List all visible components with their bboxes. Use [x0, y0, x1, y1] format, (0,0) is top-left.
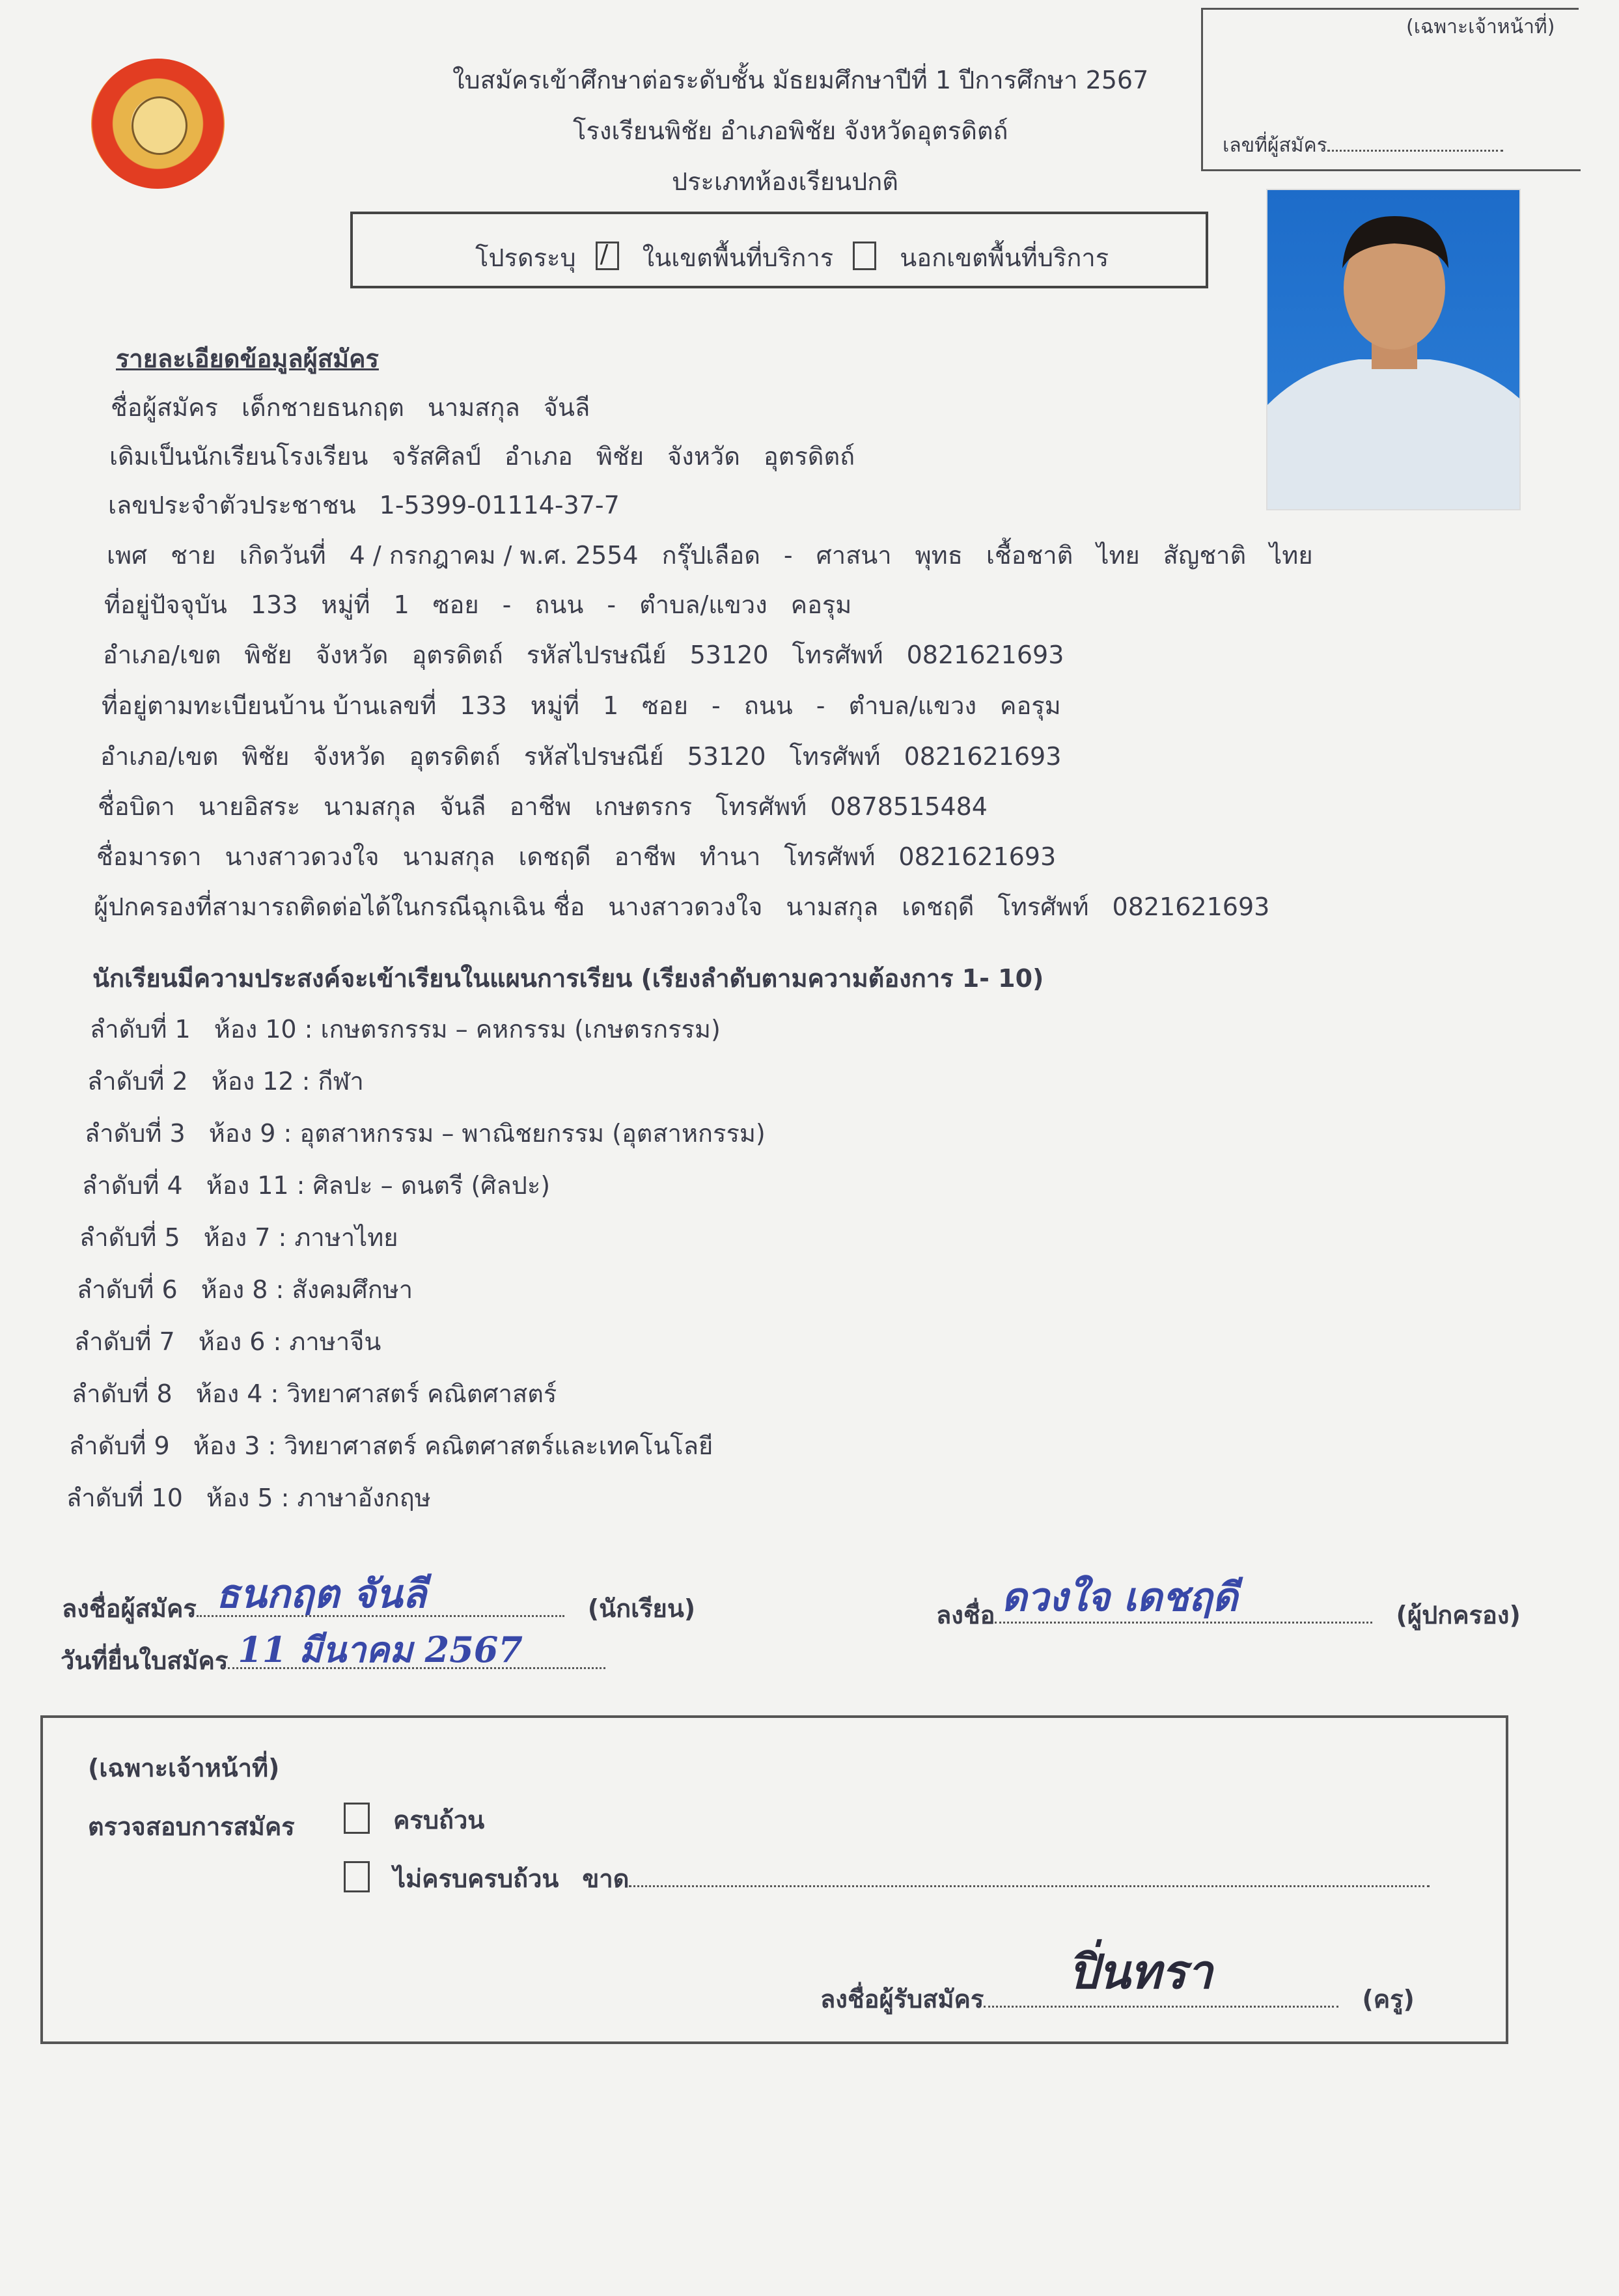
- section-title: รายละเอียดข้อมูลผู้สมัคร: [116, 344, 379, 373]
- choose-label: โปรดระบุ: [475, 243, 576, 272]
- school-seal-logo: [91, 59, 225, 189]
- incomplete-checkbox[interactable]: [344, 1861, 370, 1892]
- registered-address-row-2: อำเภอ/เขต พิชัย จังหวัด อุตรดิตถ์ รหัสไปรษณีย์ 53120 โทรศัพท์ 0821621693: [100, 742, 1062, 771]
- receiver-signature: ปิ่นทรา: [1068, 1944, 1213, 1999]
- class-type: ประเภทห้องเรียนปกติ: [672, 167, 898, 196]
- current-address-row: ที่อยู่ปัจจุบัน 133 หมู่ที่ 1 ซอย - ถนน - ตำบล/แขวง คอรุม: [104, 590, 852, 619]
- plan-title: นักเรียนมีความประสงค์จะเข้าเรียนในแผนการเรียน (เรียงลำดับตามความต้องการ 1- 10): [92, 964, 1044, 993]
- guardian-signature: ดวงใจ เดชฤดี: [1001, 1575, 1238, 1620]
- plan-item: ลำดับที่ 2 ห้อง 12 : กีฬา: [87, 1067, 364, 1096]
- form-title: ใบสมัครเข้าศึกษาต่อระดับชั้น มัธยมศึกษาปีที่ 1 ปีการศึกษา 2567: [452, 66, 1149, 94]
- school-name: โรงเรียนพิชัย อำเภอพิชัย จังหวัดอุตรดิตถ์: [573, 117, 1008, 145]
- plan-item: ลำดับที่ 3 ห้อง 9 : อุตสาหกรรม – พาณิชยกรรม (อุตสาหกรรม): [85, 1119, 766, 1148]
- school-row: เดิมเป็นนักเรียนโรงเรียน จรัสศิลป์ อำเภอ พิชัย จังหวัด อุตรดิตถ์: [109, 442, 855, 471]
- service-area-row: [475, 238, 1132, 277]
- out-area-checkbox[interactable]: [853, 242, 876, 270]
- father-row: ชื่อบิดา นายอิสระ นามสกุล จันลี อาชีพ เกษตรกร โทรศัพท์ 0878515484: [98, 792, 988, 821]
- applicant-signature-row: ลงชื่อผู้สมัคร ธนกฤต จันลี (นักเรียน): [62, 1588, 719, 1628]
- in-area-label: ในเขตพื้นที่บริการ: [642, 243, 834, 272]
- name-row: ชื่อผู้สมัคร เด็กชายธนกฤต นามสกุล จันลี: [111, 393, 590, 422]
- id-row: เลขประจำตัวประชาชน 1-5399-01114-37-7: [108, 491, 620, 519]
- guardian-signature-row: ลงชื่อ ดวงใจ เดชฤดี (ผู้ปกครอง): [936, 1595, 1544, 1635]
- plan-item: ลำดับที่ 8 ห้อง 4 : วิทยาศาสตร์ คณิตศาสตร์: [72, 1379, 557, 1408]
- mother-row: ชื่อมารดา นางสาวดวงใจ นามสกุล เดชฤดี อาชีพ ทำนา โทรศัพท์ 0821621693: [96, 842, 1057, 871]
- plan-item: ลำดับที่ 4 ห้อง 11 : ศิลปะ – ดนตรี (ศิลปะ): [82, 1171, 551, 1200]
- plan-item: ลำดับที่ 6 ห้อง 8 : สังคมศึกษา: [77, 1275, 413, 1304]
- incomplete-row: ไม่ครบครบถ้วน ขาด: [344, 1859, 1453, 1898]
- plan-item: ลำดับที่ 1 ห้อง 10 : เกษตรกรรม – คหกรรม (เกษตรกรรม): [90, 1015, 721, 1044]
- date-row: วันที่ยื่นใบสมัคร 11 มีนาคม 2567: [61, 1640, 629, 1680]
- plan-item: ลำดับที่ 10 ห้อง 5 : ภาษาอังกฤษ: [66, 1484, 431, 1512]
- check-application-label: ตรวจสอบการสมัคร: [88, 1812, 295, 1841]
- plan-item: ลำดับที่ 5 ห้อง 7 : ภาษาไทย: [79, 1223, 398, 1252]
- registered-address-row: ที่อยู่ตามทะเบียนบ้าน บ้านเลขที่ 133 หมู่ที่ 1 ซอย - ถนน - ตำบล/แขวง คอรุม: [102, 691, 1061, 720]
- out-area-label: นอกเขตพื้นที่บริการ: [900, 243, 1109, 272]
- personal-row: เพศ ชาย เกิดวันที่ 4 / กรกฎาคม / พ.ศ. 2554 กรุ๊ปเลือด - ศาสนา พุทธ เชื้อชาติ ไทย สัญชาติ ไทย: [107, 541, 1313, 570]
- in-area-checkbox[interactable]: [596, 242, 619, 270]
- complete-row: ครบถ้วน: [344, 1800, 508, 1840]
- applicant-photo: [1266, 189, 1521, 510]
- plan-item: ลำดับที่ 9 ห้อง 3 : วิทยาศาสตร์ คณิตศาสตร์และเทคโนโลยี: [69, 1432, 713, 1460]
- applicant-signature: ธนกฤต จันลี: [215, 1571, 426, 1617]
- plan-item: ลำดับที่ 7 ห้อง 6 : ภาษาจีน: [74, 1327, 381, 1356]
- staff-only-note: (เฉพาะเจ้าหน้าที่): [1406, 16, 1555, 38]
- receiver-signature-row: ลงชื่อผู้รับสมัคร ปิ่นทรา (ครู): [820, 1979, 1438, 2019]
- guardian-row: ผู้ปกครองที่สามารถติดต่อได้ในกรณีฉุกเฉิน ชื่อ นางสาวดวงใจ นามสกุล เดชฤดี โทรศัพท์ 0821621693: [94, 892, 1270, 921]
- current-address-row-2: อำเภอ/เขต พิชัย จังหวัด อุตรดิตถ์ รหัสไปรษณีย์ 53120 โทรศัพท์ 0821621693: [103, 641, 1064, 669]
- officer-only-title: (เฉพาะเจ้าหน้าที่): [88, 1754, 280, 1782]
- date-handwritten: 11 มีนาคม 2567: [238, 1629, 523, 1670]
- applicant-number-label: เลขที่ผู้สมัคร: [1223, 130, 1503, 161]
- complete-checkbox[interactable]: [344, 1803, 370, 1834]
